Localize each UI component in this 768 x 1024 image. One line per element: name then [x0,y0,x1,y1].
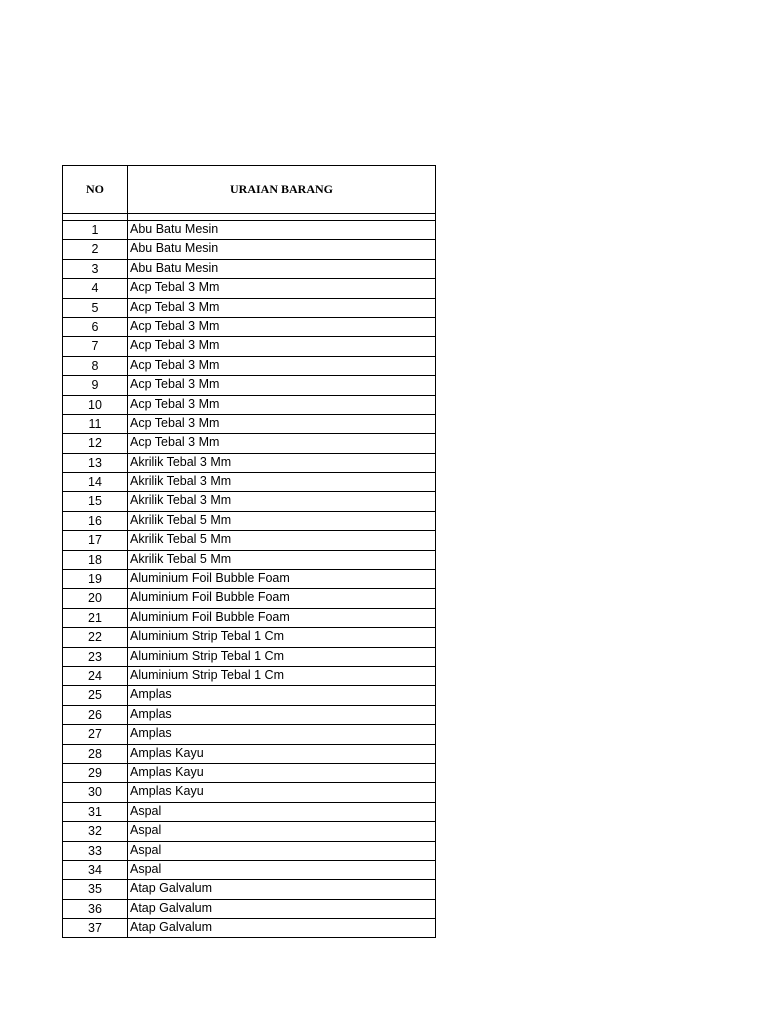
row-number-cell: 8 [63,357,128,375]
item-description-cell: Atap Galvalum [130,920,212,935]
row-number-cell: 11 [63,415,128,433]
table-row [62,900,436,919]
row-number-cell: 33 [63,842,128,860]
table-row [62,764,436,783]
row-number-cell: 29 [63,764,128,782]
row-number-cell: 30 [63,783,128,801]
table-row [62,842,436,861]
row-number-cell: 25 [63,686,128,704]
row-number-cell: 5 [63,299,128,317]
spacer-cell [63,214,128,220]
item-table [62,165,436,938]
table-row [62,492,436,511]
item-description-cell: Amplas Kayu [130,745,204,760]
item-description-cell: Aspal [130,842,162,857]
row-number-cell: 31 [63,803,128,821]
row-number-cell: 19 [63,570,128,588]
item-description-cell: Aluminium Strip Tebal 1 Cm [130,648,284,663]
row-number-cell: 35 [63,880,128,898]
row-number-cell: 13 [63,454,128,472]
row-number-cell: 7 [63,337,128,355]
item-description-cell: Akrilik Tebal 5 Mm [130,532,232,547]
item-description-cell: Atap Galvalum [130,881,212,896]
table-row [62,221,436,240]
item-description-cell: Aluminium Strip Tebal 1 Cm [130,667,284,682]
row-number-cell: 16 [63,512,128,530]
table-row [62,725,436,744]
item-description-cell: Amplas [130,726,172,741]
table-row [62,648,436,667]
item-description-cell: Amplas [130,706,172,721]
item-description-cell: Akrilik Tebal 5 Mm [130,551,232,566]
row-number-cell: 37 [63,919,128,937]
table-row [62,589,436,608]
table-row [62,706,436,725]
row-number-cell: 21 [63,609,128,627]
table-row [62,628,436,647]
table-row [62,861,436,880]
table-row [62,318,436,337]
table-row [62,531,436,550]
row-number-cell: 3 [63,260,128,278]
row-number-cell: 12 [63,434,128,452]
item-description-cell: Aluminium Foil Bubble Foam [130,609,290,624]
table-row [62,240,436,259]
item-description-cell: Acp Tebal 3 Mm [130,377,220,392]
table-row [62,570,436,589]
table-row [62,434,436,453]
item-description-cell: Acp Tebal 3 Mm [130,435,220,450]
row-number-cell: 6 [63,318,128,336]
table-header-row [62,165,436,214]
row-number-cell: 14 [63,473,128,491]
item-description-cell: Aluminium Strip Tebal 1 Cm [130,629,284,644]
row-number-cell: 20 [63,589,128,607]
item-description-cell: Aspal [130,823,162,838]
item-description-cell: Abu Batu Mesin [130,241,219,256]
header-no: NO [63,166,128,213]
table-row [62,415,436,434]
row-number-cell: 27 [63,725,128,743]
table-row [62,454,436,473]
table-row [62,512,436,531]
table-row [62,880,436,899]
table-row [62,376,436,395]
table-row [62,357,436,376]
row-number-cell: 32 [63,822,128,840]
row-number-cell: 9 [63,376,128,394]
table-row [62,919,436,938]
item-description-cell: Amplas Kayu [130,764,204,779]
item-description-cell: Aluminium Foil Bubble Foam [130,571,290,586]
table-row [62,299,436,318]
item-description-cell: Acp Tebal 3 Mm [130,338,220,353]
row-number-cell: 2 [63,240,128,258]
row-number-cell: 24 [63,667,128,685]
table-row [62,667,436,686]
header-spacer-row [62,214,436,221]
table-row [62,473,436,492]
item-description-cell: Acp Tebal 3 Mm [130,318,220,333]
row-number-cell: 23 [63,648,128,666]
table-row [62,686,436,705]
item-description-cell: Atap Galvalum [130,900,212,915]
table-row [62,337,436,356]
item-description-cell: Amplas [130,687,172,702]
table-row [62,803,436,822]
item-description-cell: Aluminium Foil Bubble Foam [130,590,290,605]
table-row [62,396,436,415]
table-row [62,745,436,764]
row-number-cell: 28 [63,745,128,763]
item-description-cell: Acp Tebal 3 Mm [130,396,220,411]
table-body [62,221,436,938]
row-number-cell: 1 [63,221,128,239]
header-item-description: URAIAN BARANG [229,182,333,196]
row-number-cell: 18 [63,551,128,569]
row-number-cell: 22 [63,628,128,646]
row-number-cell: 10 [63,396,128,414]
row-number-cell: 17 [63,531,128,549]
item-description-cell: Abu Batu Mesin [130,222,219,236]
item-description-cell: Aspal [130,861,162,876]
item-description-cell: Acp Tebal 3 Mm [130,415,220,430]
row-number-cell: 26 [63,706,128,724]
row-number-cell: 4 [63,279,128,297]
item-description-cell: Akrilik Tebal 3 Mm [130,474,232,489]
item-description-cell: Acp Tebal 3 Mm [130,357,220,372]
table-row [62,551,436,570]
item-description-cell: Acp Tebal 3 Mm [130,280,220,295]
table-row [62,783,436,802]
item-description-cell: Aspal [130,803,162,818]
item-description-cell: Akrilik Tebal 3 Mm [130,454,232,469]
table-row [62,822,436,841]
item-description-cell: Akrilik Tebal 5 Mm [130,512,232,527]
row-number-cell: 15 [63,492,128,510]
item-description-cell: Abu Batu Mesin [130,260,219,275]
item-description-cell: Amplas Kayu [130,784,204,799]
item-description-cell: Akrilik Tebal 3 Mm [130,493,232,508]
row-number-cell: 34 [63,861,128,879]
table-row [62,279,436,298]
row-number-cell: 36 [63,900,128,918]
table-row [62,609,436,628]
item-description-cell: Acp Tebal 3 Mm [130,299,220,314]
table-row [62,260,436,279]
